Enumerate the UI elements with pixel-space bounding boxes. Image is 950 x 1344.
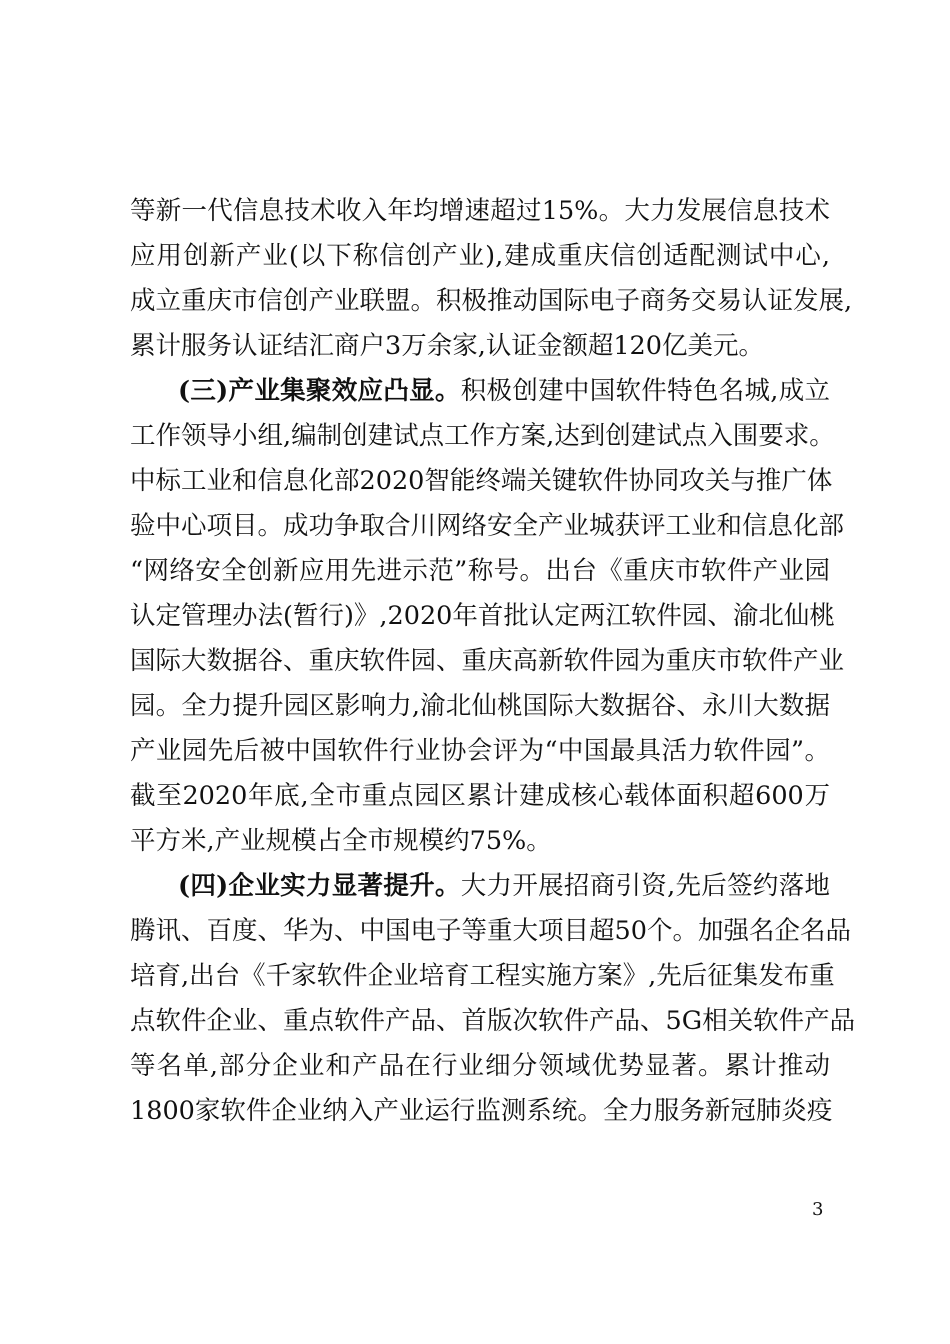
body-text-line: 腾讯、百度、华为、中国电子等重大项目超50个。加强名企名品 [130, 916, 851, 946]
body-text-line: 累计服务认证结汇商户3万余家,认证金额超120亿美元。 [130, 331, 765, 361]
body-text-line: 中标工业和信息化部2020智能终端关键软件协同攻关与推广体 [130, 466, 833, 496]
body-text-line: “网络安全创新应用先进示范”称号。出台《重庆市软件产业园 [130, 556, 830, 586]
body-text-line: 1800家软件企业纳入产业运行监测系统。全力服务新冠肺炎疫 [130, 1096, 833, 1126]
body-text-line: 产业园先后被中国软件行业协会评为“中国最具活力软件园”。 [130, 736, 830, 766]
section-four-first-line [178, 864, 830, 908]
body-text-line: 园。全力提升园区影响力,渝北仙桃国际大数据谷、永川大数据 [130, 691, 830, 721]
body-text-line: 验中心项目。成功争取合川网络安全产业城获评工业和信息化部 [130, 511, 845, 541]
body-text: 大力开展招商引资,先后签约落地 [460, 871, 830, 901]
body-text-line: 点软件企业、重点软件产品、首版次软件产品、5G相关软件产品 [130, 1006, 856, 1036]
body-text-line: 应用创新产业(以下称信创产业),建成重庆信创适配测试中心, [130, 241, 830, 271]
body-text-line: 平方米,产业规模占全市规模约75%。 [130, 826, 552, 856]
section-three-first-line [178, 369, 830, 413]
section-heading: (三)产业集聚效应凸显。 [178, 376, 461, 406]
body-text-line: 成立重庆市信创产业联盟。积极推动国际电子商务交易认证发展, [130, 286, 853, 316]
page-number: 3 [812, 1199, 824, 1220]
body-text-line: 培育,出台《千家软件企业培育工程实施方案》,先后征集发布重 [130, 961, 835, 991]
body-text-line: 工作领导小组,编制创建试点工作方案,达到创建试点入围要求。 [130, 421, 835, 451]
body-text-line: 等名单,部分企业和产品在行业细分领域优势显著。累计推动 [130, 1051, 830, 1081]
body-text-line: 国际大数据谷、重庆软件园、重庆高新软件园为重庆市软件产业 [130, 646, 845, 676]
body-text: 积极创建中国软件特色名城,成立 [460, 376, 830, 406]
section-heading: (四)企业实力显著提升。 [178, 871, 461, 901]
body-text-line: 截至2020年底,全市重点园区累计建成核心载体面积超600万 [130, 781, 830, 811]
body-text-line: 认定管理办法(暂行)》,2020年首批认定两江软件园、渝北仙桃 [130, 601, 835, 631]
body-text-line: 等新一代信息技术收入年均增速超过15%。大力发展信息技术 [130, 196, 830, 226]
